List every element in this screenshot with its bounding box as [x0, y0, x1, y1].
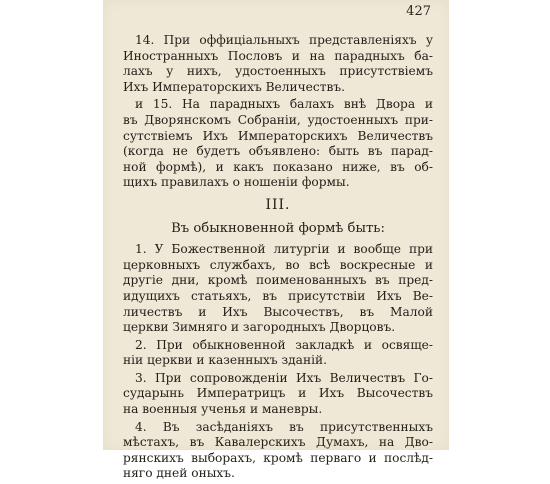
section-title: Въ обыкновенной формѣ быть: — [171, 220, 385, 236]
text-line: 14. При оффиціальныхъ представленіяхъ у — [135, 33, 433, 47]
text-line: Иностранныхъ Пословъ и на парадныхъ ба- — [123, 48, 433, 63]
text-line: 2. При обыкновенной закладкѣ и освяще- — [135, 337, 433, 352]
text-line: (когда не будетъ объявлено: быть въ парад- — [123, 144, 433, 159]
text-line: мѣстахъ, въ Кавалерскихъ Думахъ, на Дво- — [123, 435, 433, 450]
page-text — [123, 33, 433, 484]
paragraph-item-2 — [123, 338, 433, 369]
text-line: идущихъ статьяхъ, въ присутствіи Ихъ Ве- — [123, 288, 433, 303]
text-line: щихъ правилахъ о ношеніи формы. — [123, 175, 350, 190]
text-line: въ Дворянскомъ Собраніи, удостоенныхъ при- — [123, 112, 433, 127]
text-line: лахъ у нихъ, удостоенныхъ присутствіемъ — [123, 64, 433, 79]
text-line: другіе дни, кромѣ поименованныхъ въ пред- — [123, 273, 433, 288]
section-number: III. — [265, 196, 291, 213]
text-line: няго дней оныхъ. — [123, 466, 235, 481]
text-line: церковныхъ службахъ, во всѣ воскресные и — [123, 257, 433, 272]
text-line: 1. У Божественной литургіи и вообще при — [135, 242, 433, 257]
paragraph-item-15 — [123, 97, 433, 191]
paragraph-item-3 — [123, 371, 433, 418]
text-line: сударынь Императрицъ и Ихъ Высочествъ — [123, 386, 433, 401]
text-line: на военныя ученья и маневры. — [123, 402, 323, 417]
text-line: рянскихъ выборахъ, кромѣ перваго и послѣд- — [123, 450, 433, 465]
text-line: личествъ и Ихъ Высочествъ, въ Малой — [123, 304, 433, 319]
paragraph-item-14 — [123, 33, 433, 95]
text-line: Ихъ Императорскихъ Величествъ. — [123, 79, 345, 94]
paragraph-item-4 — [123, 420, 433, 482]
text-line: 4. Въ засѣданіяхъ въ присутственныхъ — [135, 419, 433, 434]
text-line: сутствіемъ Ихъ Императорскихъ Величествъ — [123, 128, 433, 143]
text-line: ніи церкви и казенныхъ зданій. — [123, 353, 327, 368]
paragraph-item-1 — [123, 242, 433, 336]
text-line: ной формѣ), и какъ показано ниже, въ об- — [123, 159, 433, 174]
text-line: церкви Зимняго и загородныхъ Дворцовъ. — [123, 320, 396, 335]
book-page — [103, 0, 449, 481]
text-line: и 15. На парадныхъ балахъ внѣ Двора и — [135, 97, 433, 112]
page-number: 427 — [406, 4, 431, 19]
text-line: 3. При сопровожденіи Ихъ Величествъ Го- — [135, 370, 433, 385]
